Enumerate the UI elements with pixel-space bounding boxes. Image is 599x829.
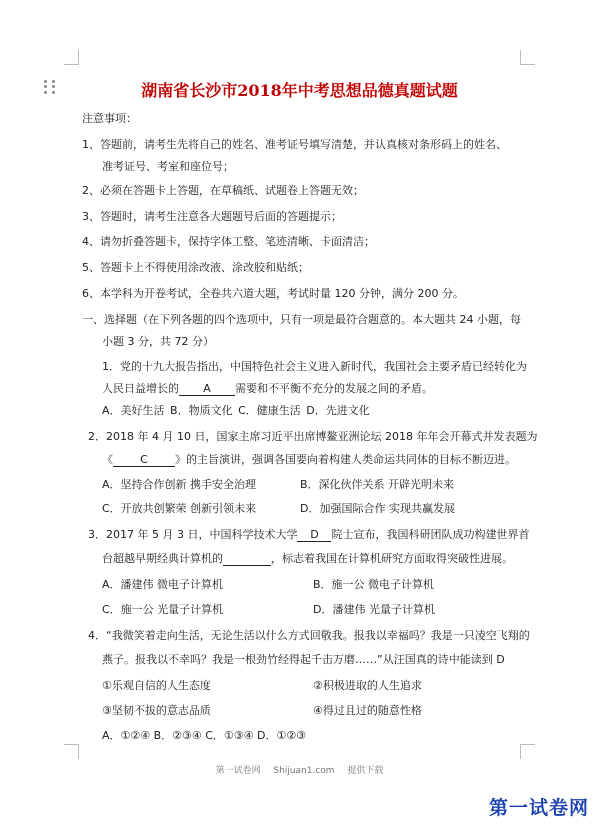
question-2-stem-cont bbox=[102, 453, 516, 467]
notice-line: 5、答题卡上不得使用涂改液、涂改胶和贴纸； bbox=[82, 261, 309, 274]
question-4-choices: A．①②④ B．②③④ C．①③④ D．①②③ bbox=[102, 729, 307, 742]
question-3-answer-blank: D bbox=[297, 528, 331, 542]
question-1-text: 人民日益增长的 bbox=[102, 382, 179, 395]
notice-line: 2、必须在答题卡上答题，在草稿纸、试题卷上答题无效； bbox=[82, 184, 364, 197]
question-3-blank bbox=[223, 552, 271, 566]
section-heading-cont: 小题 3 分，共 72 分） bbox=[102, 335, 214, 348]
question-2-text: 《 bbox=[102, 453, 113, 466]
question-3-option-a: A．潘建伟 微电子计算机 bbox=[102, 578, 224, 591]
notice-title: 注意事项： bbox=[82, 112, 137, 125]
doc-title: 湖南省长沙市2018年中考思想品德真题试题 bbox=[141, 81, 458, 100]
question-2-option-b: B．深化伙伴关系 开辟光明未来 bbox=[300, 478, 455, 491]
question-1-options: A．美好生活 B．物质文化 C．健康生活 D．先进文化 bbox=[102, 404, 370, 417]
question-3-text: ，标志着我国在计算机研究方面取得突破性进展。 bbox=[271, 552, 513, 565]
crop-mark-bottom-right bbox=[520, 744, 535, 759]
question-4-item-1: ①乐观自信的人生态度 bbox=[102, 679, 211, 692]
question-1-answer-blank: A bbox=[179, 382, 235, 396]
question-1-text: 需要和不平衡不充分的发展之间的矛盾。 bbox=[235, 382, 433, 395]
notice-line: 6、本学科为开卷考试，全卷共六道大题，考试时量 120 分钟，满分 200 分。 bbox=[82, 287, 464, 300]
question-4-stem-cont: 燕子。报我以不幸吗？我是一根劲竹经得起千击万磨……”从汪国真的诗中能读到 D bbox=[102, 653, 505, 666]
question-2-answer-blank: C bbox=[113, 453, 175, 467]
question-3-text: 院士宣布，我国科研团队成功构建世界首 bbox=[331, 528, 530, 541]
question-4-stem: 4．“我微笑着走向生活，无论生活以什么方式回敬我。报我以幸福吗？我是一只凌空飞翔的 bbox=[88, 629, 530, 642]
crop-mark-top-left bbox=[64, 50, 79, 65]
question-3-stem-cont bbox=[102, 552, 513, 566]
crop-mark-top-right bbox=[520, 50, 535, 65]
question-4-item-3: ③坚韧不拔的意志品质 bbox=[102, 704, 211, 717]
brand-watermark: 第一试卷网 bbox=[488, 797, 589, 819]
notice-line: 准考证号、考室和座位号； bbox=[102, 160, 234, 173]
page-footer: 第一试卷网 Shijuan1.com 提供下载 bbox=[215, 766, 384, 776]
question-2-option-d: D．加强国际合作 实现共赢发展 bbox=[300, 502, 455, 515]
question-1-stem-cont bbox=[102, 382, 433, 396]
question-2-option-a: A．坚持合作创新 携手安全治理 bbox=[102, 478, 257, 491]
question-3-stem bbox=[88, 528, 529, 542]
question-1-stem: 1．党的十九大报告指出，中国特色社会主义进入新时代，我国社会主要矛盾已经转化为 bbox=[102, 360, 527, 373]
section-heading: 一、选择题（在下列各题的四个选项中，只有一项是最符合题意的。本大题共 24 小题，每 bbox=[82, 313, 521, 326]
crop-mark-bottom-left bbox=[64, 744, 79, 759]
question-3-option-c: C．施一公 光量子计算机 bbox=[102, 603, 224, 616]
question-2-text: 》的主旨演讲，强调各国要向着构建人类命运共同体的目标不断迈进。 bbox=[175, 453, 516, 466]
question-2-stem: 2．2018 年 4 月 10 日，国家主席习近平出席博鳌亚洲论坛 2018 年年会开幕式并发表题为 bbox=[88, 430, 538, 443]
question-3-text: 台超越早期经典计算机的 bbox=[102, 552, 223, 565]
notice-line: 1、答题前，请考生先将自己的姓名、准考证号填写清楚，并认真核对条形码上的姓名、 bbox=[82, 138, 507, 151]
question-3-text: 3．2017 年 5 月 3 日，中国科学技术大学 bbox=[88, 528, 298, 541]
notice-line: 3、答题时，请考生注意各大题题号后面的答题提示； bbox=[82, 210, 342, 223]
notice-line: 4、请勿折叠答题卡，保持字体工整、笔迹清晰、卡面清洁； bbox=[82, 235, 375, 248]
question-4-item-2: ②积极进取的人生追求 bbox=[313, 679, 422, 692]
question-3-option-b: B．施一公 微电子计算机 bbox=[313, 578, 435, 591]
question-3-option-d: D．潘建伟 光量子计算机 bbox=[313, 603, 435, 616]
question-2-option-c: C．开放共创繁荣 创新引领未来 bbox=[102, 502, 257, 515]
question-4-item-4: ④得过且过的随意性格 bbox=[313, 704, 422, 717]
